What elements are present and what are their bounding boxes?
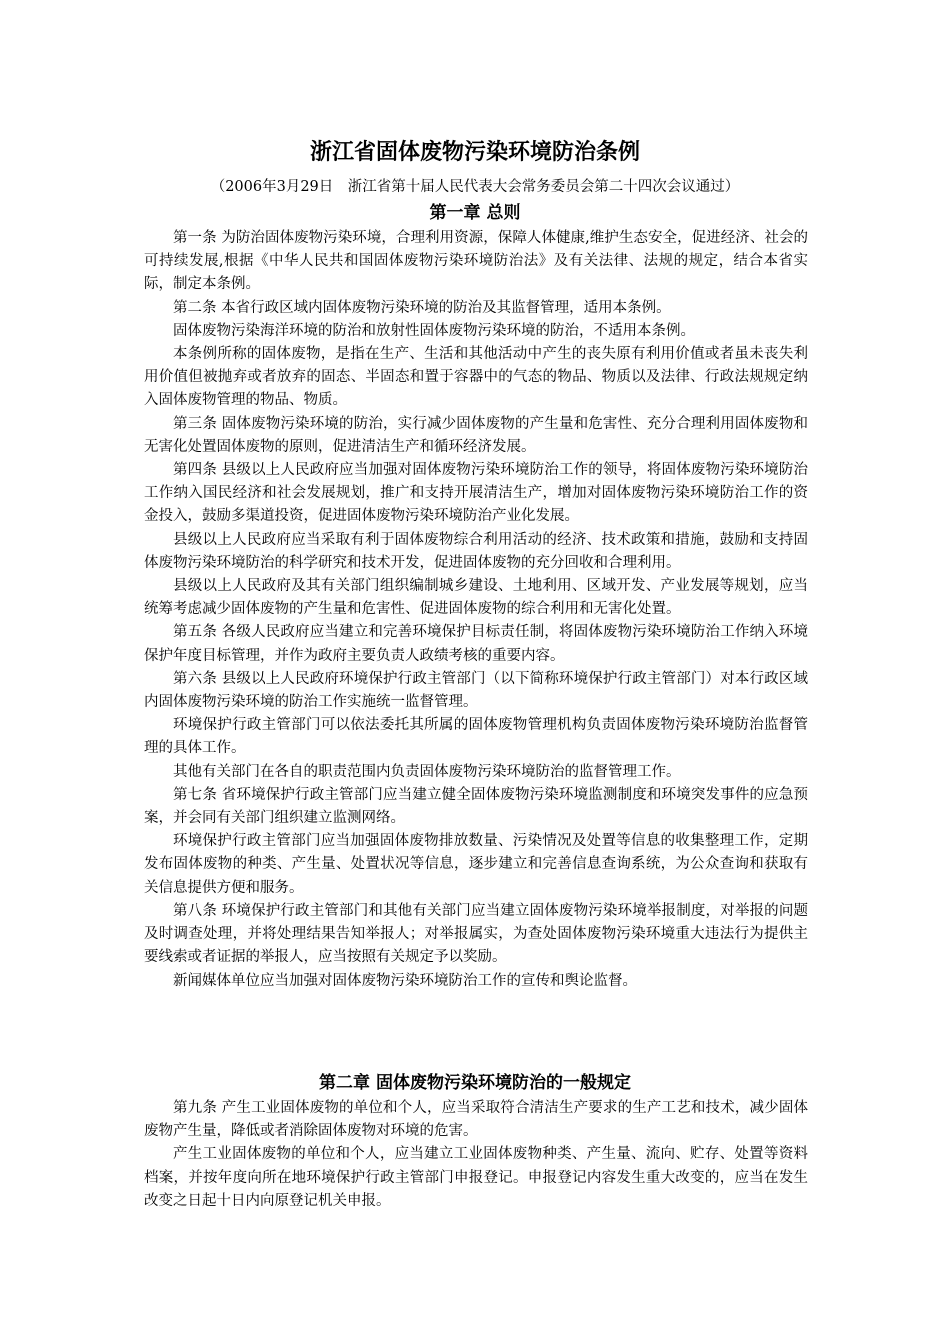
chapter-2-heading: 第二章 固体废物污染环境防治的一般规定: [319, 1073, 631, 1093]
chapter-2-body: [144, 1097, 808, 1213]
article-4-clause-3: 县级以上人民政府及其有关部门组织编制城乡建设、土地利用、区域开发、产业发展等规划，应当统筹考虑减少固体废物的产生量和危害性、促进固体废物的综合利用和无害化处置。: [144, 578, 808, 618]
article-6: 第六条 县级以上人民政府环境保护行政主管部门（以下简称环境保护行政主管部门）对本行政区域内固体废物污染环境的防治工作实施统一监督管理。: [144, 670, 808, 711]
document-title: 浙江省固体废物污染环境防治条例: [309, 140, 640, 165]
article-6-clause-2: 环境保护行政主管部门可以依法委托其所属的固体废物管理机构负责固体废物污染环境防治监督管理的具体工作。: [144, 717, 808, 757]
article-9: 第九条 产生工业固体废物的单位和个人，应当采取符合清洁生产要求的生产工艺和技术，减少固体废物产生量，降低或者消除固体废物对环境的危害。: [144, 1100, 808, 1140]
article-7: 第七条 省环境保护行政主管部门应当建立健全固体废物污染环境监测制度和环境突发事件的应急预案，并会同有关部门组织建立监测网络。: [144, 786, 808, 827]
article-9-clause-2: 产生工业固体废物的单位和个人，应当建立工业固体废物种类、产生量、流向、贮存、处置等资料档案，并按年度向所在地环境保护行政主管部门申报登记。申报登记内容发生重大改变的，应当在发生改变之日起十日内向原登记机关申报。: [144, 1146, 808, 1209]
article-3: 第三条 固体废物污染环境的防治，实行减少固体废物的产生量和危害性、充分合理利用固体废物和无害化处置固体废物的原则，促进清洁生产和循环经济发展。: [144, 415, 808, 455]
article-8: 第八条 环境保护行政主管部门和其他有关部门应当建立固体废物污染环境举报制度，对举报的问题及时调查处理，并将处理结果告知举报人；对举报属实，为查处固体废物污染环境重大违法行为提供主要线索或者证据的举报人，应当按照有关规定予以奖励。: [144, 902, 808, 966]
chapter-1-body: [144, 227, 808, 993]
article-6-clause-3: 其他有关部门在各自的职责范围内负责固体废物污染环境防治的监督管理工作。: [173, 763, 681, 780]
article-7-clause-2: 环境保护行政主管部门应当加强固体废物排放数量、污染情况及处置等信息的收集整理工作，定期发布固体废物的种类、产生量、处置状况等信息，逐步建立和完善信息查询系统，为公众查询和获取有关信息提供方便和服务。: [144, 833, 808, 896]
article-2: 第二条 本省行政区域内固体废物污染环境的防治及其监督管理，适用本条例。: [173, 299, 671, 316]
article-8-clause-2: 新闻媒体单位应当加强对固体废物污染环境防治工作的宣传和舆论监督。: [173, 972, 637, 989]
chapter-1-heading: 第一章 总则: [429, 203, 521, 223]
document-subtitle: （2006年3月29日 浙江省第十届人民代表大会常务委员会第二十四次会议通过）: [210, 179, 740, 195]
article-5: 第五条 各级人民政府应当建立和完善环境保护目标责任制，将固体废物污染环境防治工作纳入环境保护年度目标管理，并作为政府主要负责人政绩考核的重要内容。: [144, 624, 808, 664]
article-4: 第四条 县级以上人民政府应当加强对固体废物污染环境防治工作的领导，将固体废物污染环境防治工作纳入国民经济和社会发展规划，推广和支持开展清洁生产，增加对固体废物污染环境防治工作的资金投入，鼓励多渠道投资，促进固体废物污染环境防治产业化发展。: [144, 462, 808, 525]
article-2-clause-2: 固体废物污染海洋环境的防治和放射性固体废物污染环境的防治，不适用本条例。: [173, 322, 695, 339]
article-2-clause-3: 本条例所称的固体废物，是指在生产、生活和其他活动中产生的丧失原有利用价值或者虽未丧失利用价值但被抛弃或者放弃的固态、半固态和置于容器中的气态的物品、物质以及法律、行政法规规定纳入固体废物管理的物品、物质。: [144, 346, 808, 409]
article-4-clause-2: 县级以上人民政府应当采取有利于固体废物综合利用活动的经济、技术政策和措施，鼓励和支持固体废物污染环境防治的科学研究和技术开发，促进固体废物的充分回收和合理利用。: [144, 531, 808, 571]
article-1: 第一条 为防治固体废物污染环境，合理利用资源，保障人体健康,维护生态安全，促进经济、社会的可持续发展,根据《中华人民共和国固体废物污染环境防治法》及有关法律、法规的规定，结合本省实际，制定本条例。: [144, 230, 808, 293]
